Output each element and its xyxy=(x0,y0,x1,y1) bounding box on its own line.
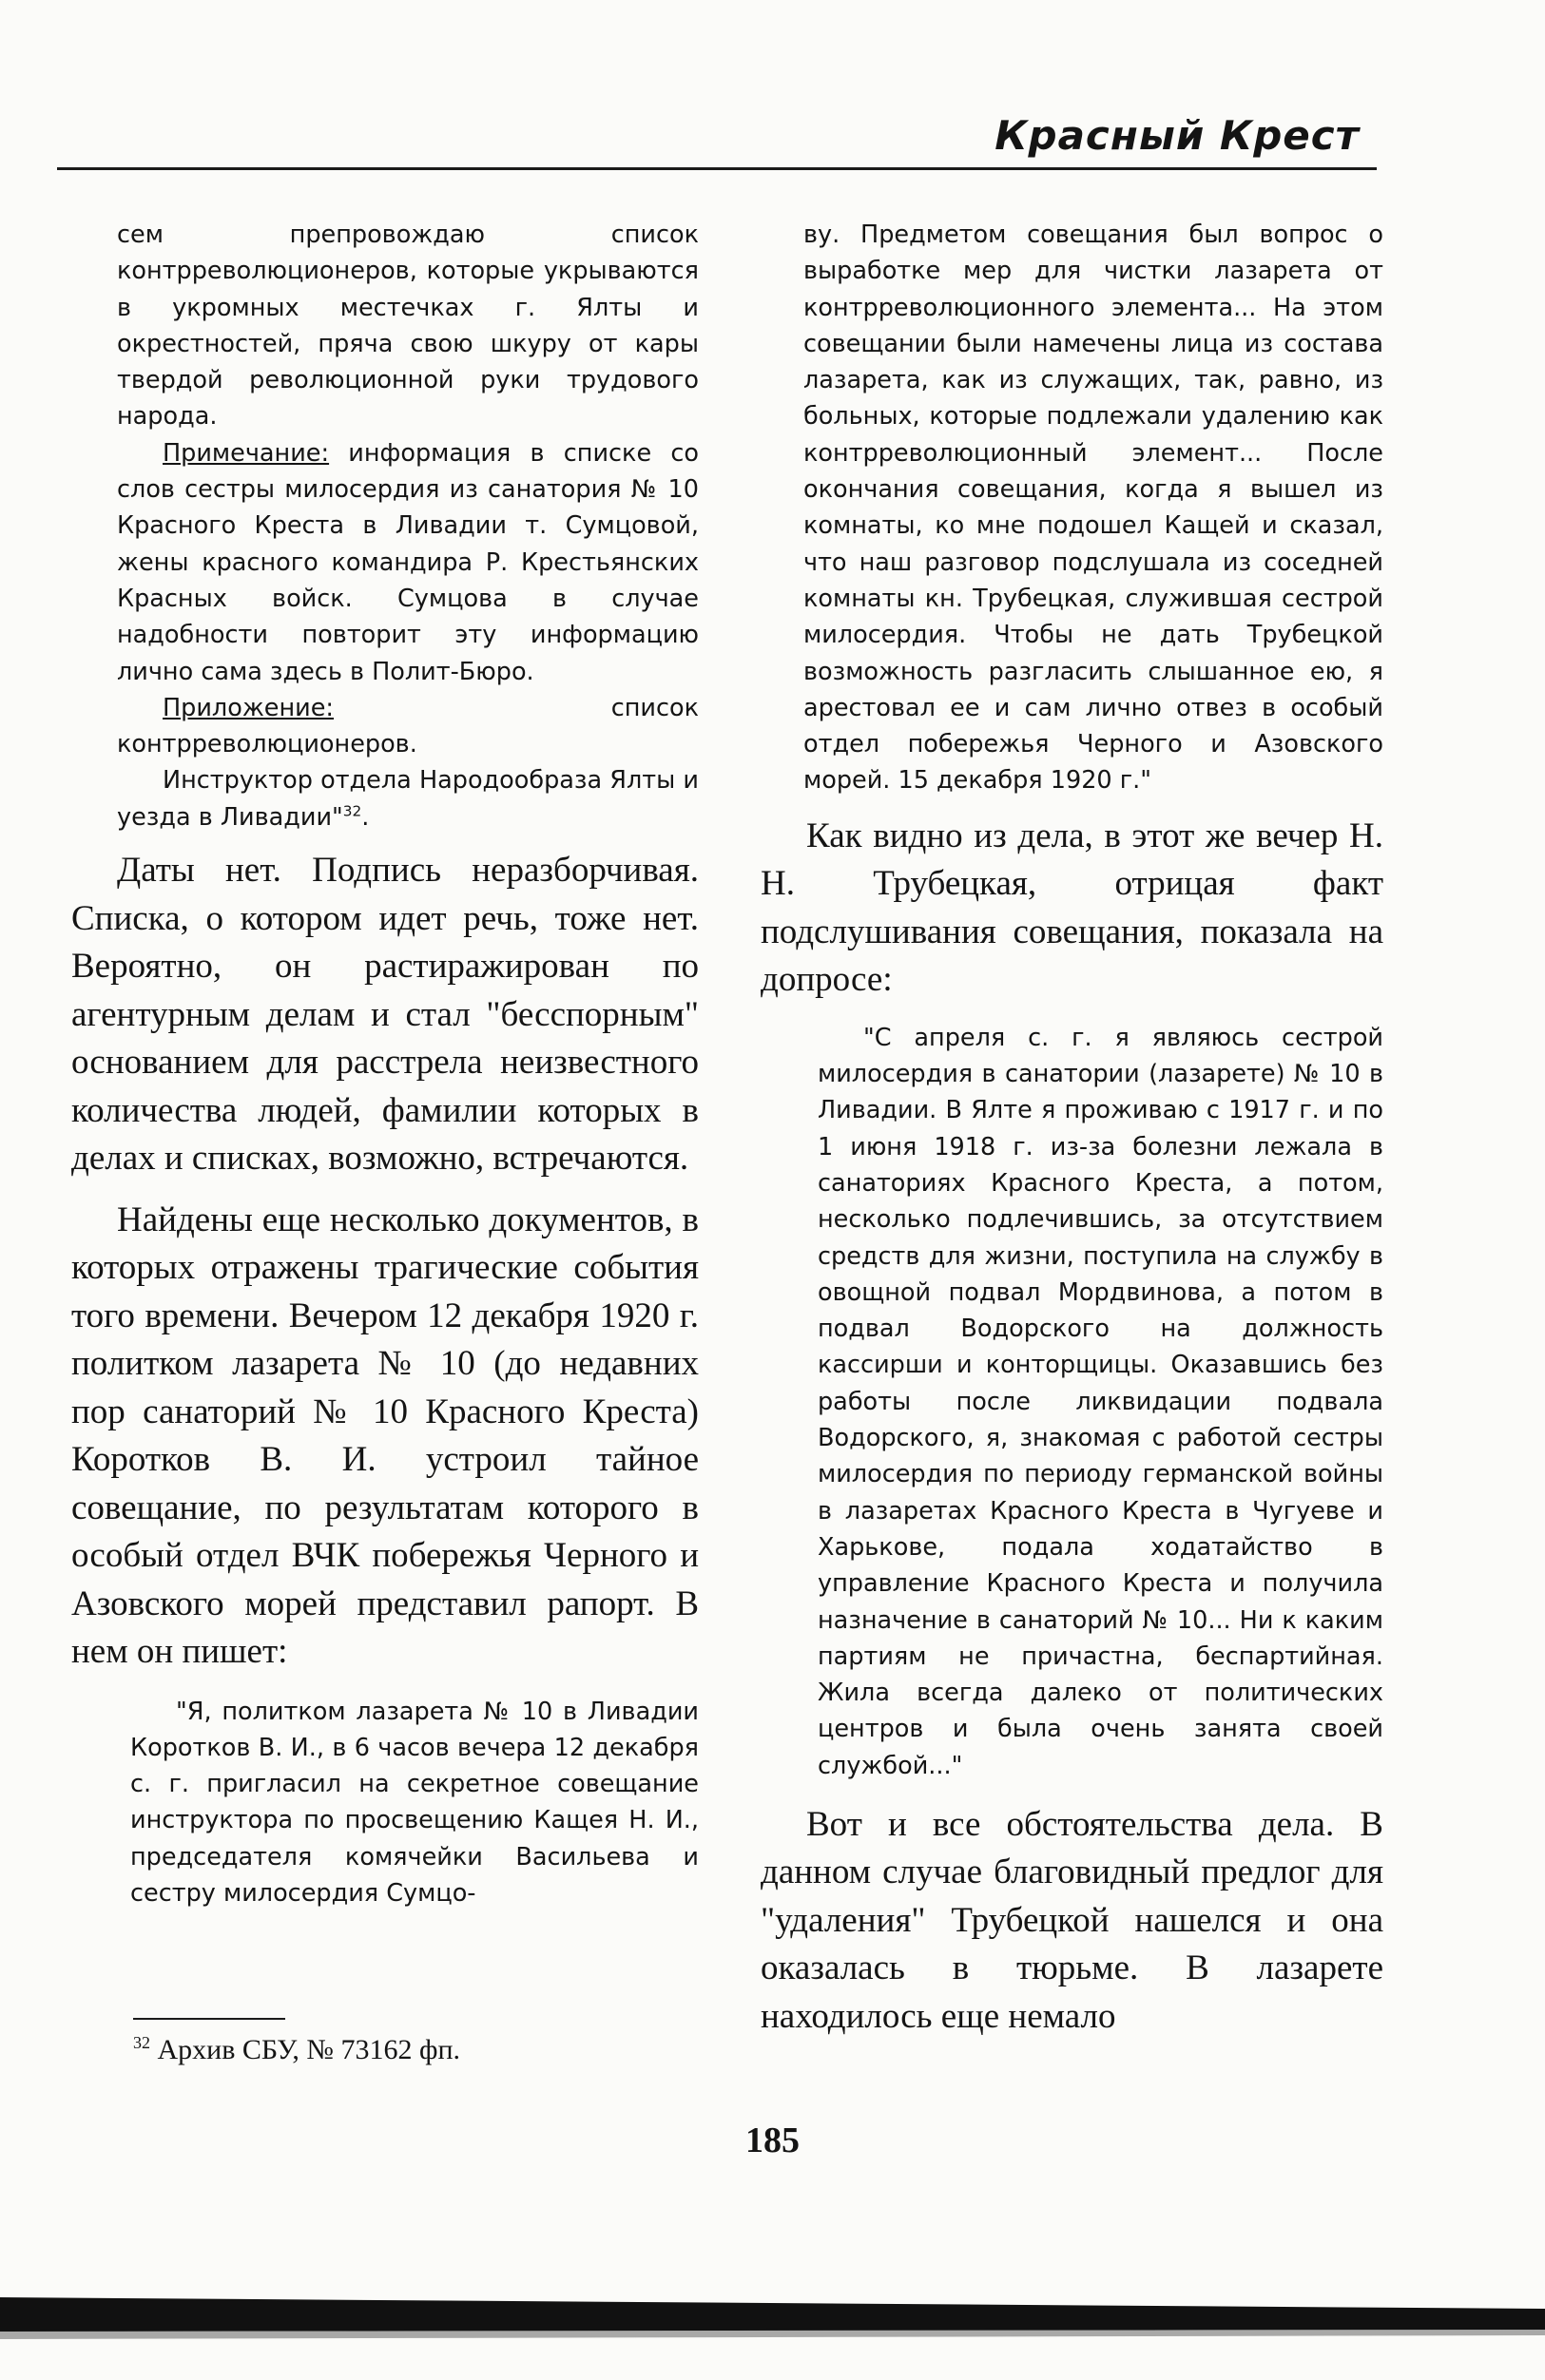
page-number: 185 xyxy=(745,2121,800,2160)
signature-text: Инструктор отдела Народообраза Ялты и уезда в Ливадии" xyxy=(117,766,699,832)
quote-continuation: ву. Предметом совещания был вопрос о выработке мер для чистки лазарета от контрреволюционного элемента... На этом совещании были намечены лица из состава лазарета, как из служащих, так, равно, из больных, которые подлежали удалению как контрреволюционный элемент... После окончания совещания, когда я вышел из комнаты, ко мне подошел Кащей и сказал, что наш разговор подслушала из соседней комнаты кн. Трубецкая, служившая сестрой милосердия. Чтобы не дать Трубецкой возможность разгласить слышанное ею, я арестовал ее и сам лично отвез в особый отдел побережья Черного и Азовского морей. 15 декабря 1920 г." xyxy=(803,221,1383,796)
body-block-left xyxy=(71,847,699,1677)
interrogation-quote: "С апреля с. г. я являюсь сестрой милосердия в санатории (лазарете) № 10 в Ливадии. В Ялте я проживаю с 1917 г. и по 1 июня 1918 г. из-за болезни лежала в санаториях Красного Креста, а потом, несколько подлечившись, за отсутствием средств для жизни, поступила на службу в овощной подвал Мордвинова, а потом в подвал Водорского на должность кассирши и конторщицы. Оказавшись без работы после ликвидации подвала Водорского, я, знакомая с работой сестры милосердия по периоду германской войны в лазаретах Красного Креста в Чугуеве и Харькове, подала ходатайство в управление Красного Креста и получила назначение в санаторий № 10... Ни к каким партиям не причастна, беспартийная. Жила всегда далеко от политических центров и была очень занята своей службой..." xyxy=(818,1023,1383,1780)
appendix-label: Приложение: xyxy=(163,693,335,722)
report-quote: "Я, политком лазарета № 10 в Ливадии Коротков В. И., в 6 часов вечера 12 декабря с. г. пригласил на секретное совещание инструктора по просвещению Кащея Н. И., председателя комячейки Васильева и сестру милосердия Сумцо- xyxy=(130,1697,699,1909)
body-paragraph-4: Вот и все обстоятельства дела. В данном случае благовидный предлог для "удаления" Трубецкой нашелся и она оказалась в тюрьме. В лазарете находилось еще немало xyxy=(761,1804,1383,2036)
body-paragraph-3: Как видно из дела, в этот же вечер Н. Н. Трубецкая, отрицая факт подслушивания совещания, показала на допросе: xyxy=(761,816,1383,1000)
body-paragraph-2: Найдены еще несколько документов, в которых отражены трагические события того времени. Вечером 12 декабря 1920 г. политком лазарета № 10 (до недавних пор санаторий № 10 Красного Креста) Коротков В. И. устроил тайное совещание, по результатам которого в особый отдел ВЧК побережья Черного и Азовского морей представил рапорт. В нем он пишет: xyxy=(71,1200,699,1672)
signature-paragraph xyxy=(117,762,699,835)
note-label: Примечание: xyxy=(163,438,330,468)
header-rule xyxy=(57,167,1377,170)
quote-continuation-block xyxy=(761,217,1383,799)
appendix-paragraph xyxy=(117,690,699,763)
footnote-rule xyxy=(133,2018,285,2020)
body-paragraph-1: Даты нет. Подпись неразборчивая. Списка, о котором идет речь, тоже нет. Вероятно, он растиражирован по агентурным делам и стал "бесспорным" основанием для расстрела неизвестного количества людей, фамилии которых в делах и списках, возможно, встречаются. xyxy=(71,851,699,1179)
footnote-number: 32 xyxy=(133,2033,150,2052)
running-header: Красный Крест xyxy=(995,112,1360,159)
interrogation-quote-block xyxy=(761,1020,1383,1784)
quote-block-bottom xyxy=(71,1694,699,1912)
body-block-right-2 xyxy=(761,1801,1383,2042)
quote-block-top xyxy=(71,217,699,835)
note-text: информация в списке со слов сестры милосердия из санатория № 10 Красного Креста в Ливадии т. Сумцовой, жены красного командира Р. Крестьянских Красных войск. Сумцова в случае надобности повторит эту информацию лично сама здесь в Полит-Бюро. xyxy=(117,438,699,686)
body-block-right-1 xyxy=(761,813,1383,1005)
signature-end: . xyxy=(361,802,370,832)
appendix-text: список контрреволюционеров. xyxy=(117,693,699,759)
note-paragraph xyxy=(117,435,699,690)
scan-edge-shadow xyxy=(0,2295,1545,2343)
right-column xyxy=(761,217,1383,2041)
left-column xyxy=(71,217,699,1911)
quote-intro: сем препровождаю список контрреволюционеров, которые укрываются в укромных местечках г. Ялты и окрестностей, пряча свою шкуру от кары твердой революционной руки трудового народа. xyxy=(117,221,699,432)
footnote-ref: 32 xyxy=(342,802,362,820)
footnote-text: Архив СБУ, № 73162 фп. xyxy=(150,2034,461,2065)
footnote xyxy=(133,2034,460,2066)
